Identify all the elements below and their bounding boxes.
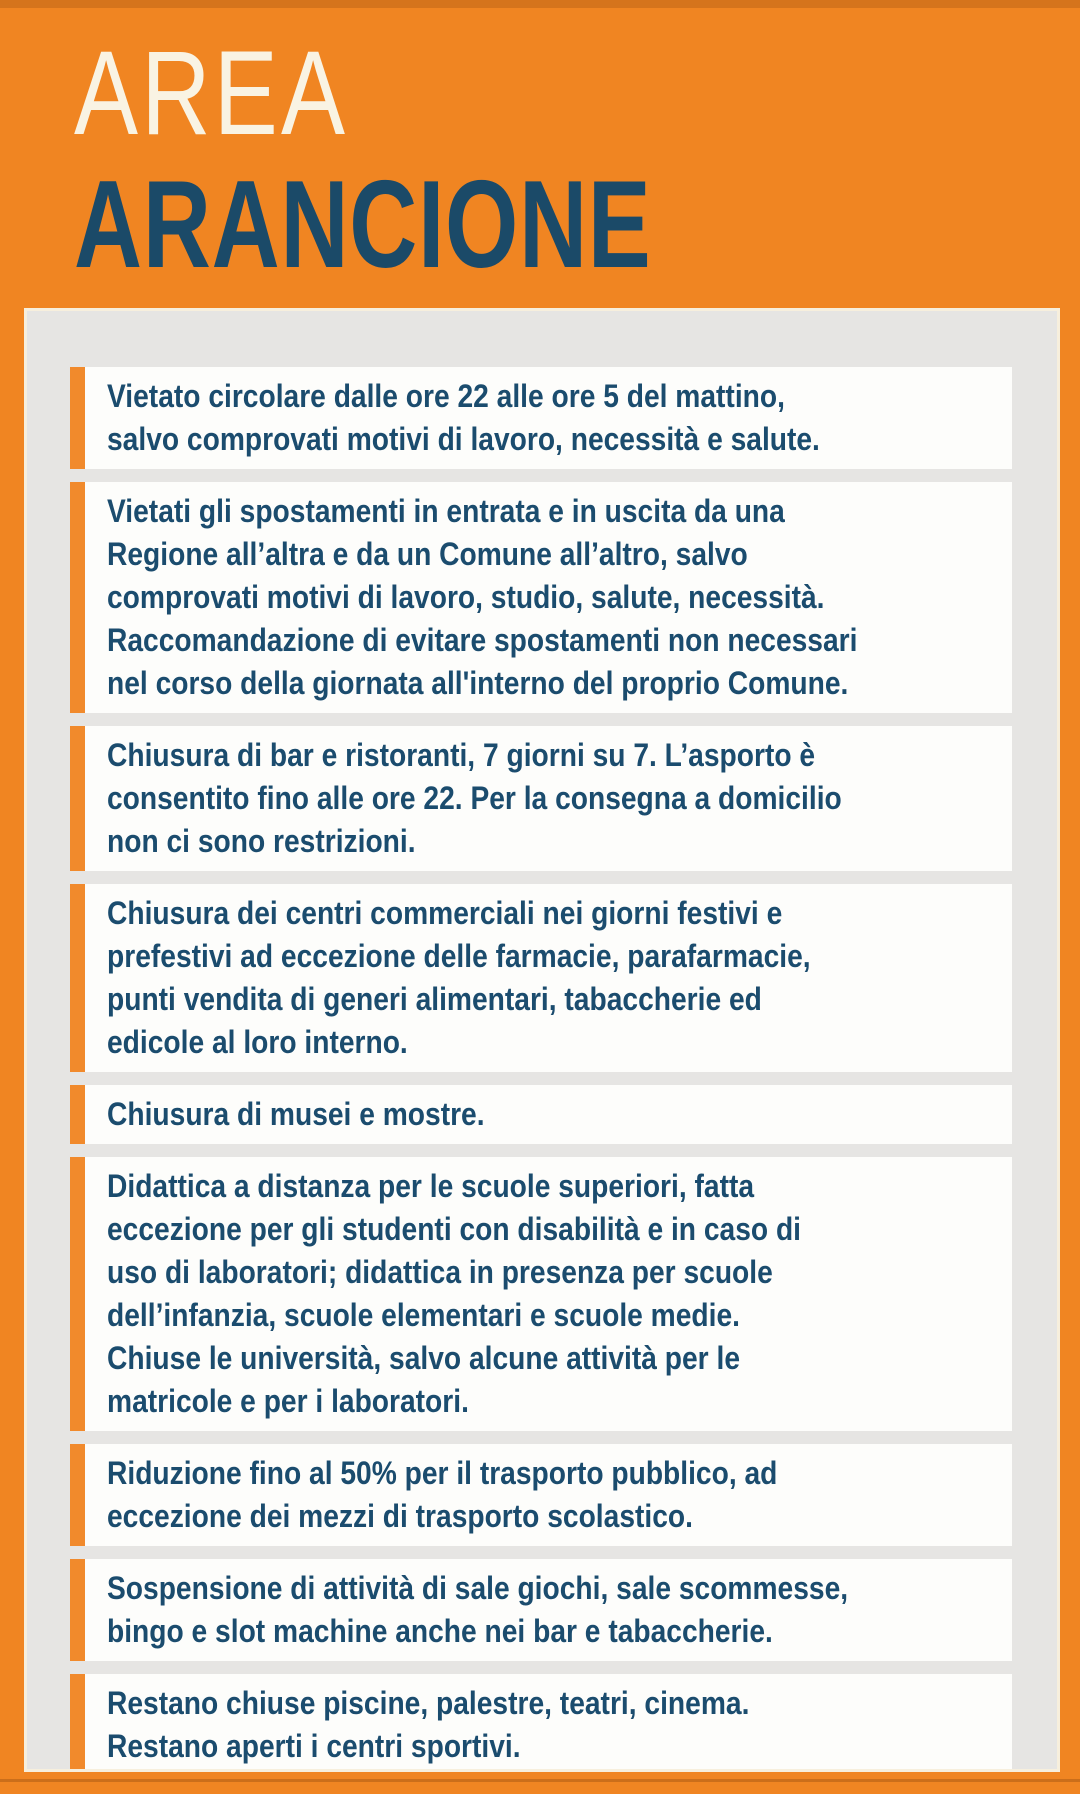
rule-card-body [85,1085,1012,1144]
rule-card-body [85,482,1012,713]
rule-card-body [85,1157,1012,1431]
rule-card-body [85,726,1012,871]
rule-card-sports [70,1674,1012,1772]
accent-bar [70,1444,85,1546]
rule-card-body [85,1559,1012,1661]
accent-bar [70,726,85,871]
accent-bar [70,1559,85,1661]
page-title-arancione: ARANCIONE [74,156,652,295]
accent-bar [70,884,85,1072]
rule-text: Chiusura dei centri commerciali nei giorni festivi e prefestivi ad eccezione delle farmacie, parafarmacie, punti vendita di generi alimentari, tabaccherie ed edicole al loro interno. [107,895,811,1060]
rule-card-bars-restaurants [70,726,1012,871]
rule-text: Restano chiuse piscine, palestre, teatri, cinema. Restano aperti i centri sportivi. [107,1685,750,1764]
rule-card-body [85,1674,1012,1772]
rule-card-shopping-centers [70,884,1012,1072]
header [74,26,834,295]
accent-bar [70,1674,85,1772]
rule-card-museums [70,1085,1012,1144]
rules-panel [24,308,1060,1772]
accent-bar [70,1157,85,1431]
page-title-area: AREA [74,26,349,160]
rule-text: Didattica a distanza per le scuole superiori, fatta eccezione per gli studenti con disabilità e in caso di uso di laboratori; didattica in presenza per scuole dell’infanzia, scuole elementari e scuole medie. Chiuse le università, salvo alcune attività per le matricole e per i laboratori. [107,1168,802,1419]
rule-text: Vietato circolare dalle ore 22 alle ore 5 del mattino, salvo comprovati motivi di lavoro, necessità e salute. [107,378,820,457]
rule-text: Chiusura di bar e ristoranti, 7 giorni su 7. L’asporto è consentito fino alle ore 22. Per la consegna a domicilio non ci sono restrizioni. [107,737,842,859]
rule-card-movement [70,482,1012,713]
rule-card-body [85,367,1012,469]
accent-bar [70,1085,85,1144]
rule-text: Vietati gli spostamenti in entrata e in uscita da una Regione all’altra e da un Comune all’altro, salvo comprovati motivi di lavoro, studio, salute, necessità. Raccomandazione di evitare spostamenti non necessari nel corso della giornata all'interno del proprio Comune. [107,493,858,701]
rule-card-curfew [70,367,1012,469]
rule-card-body [85,1444,1012,1546]
rule-text: Riduzione fino al 50% per il trasporto pubblico, ad eccezione dei mezzi di trasporto scolastico. [107,1455,778,1534]
rule-text: Sospensione di attività di sale giochi, sale scommesse, bingo e slot machine anche nei bar e tabaccherie. [107,1570,849,1649]
rule-card-transport [70,1444,1012,1546]
accent-bar [70,367,85,469]
rule-text: Chiusura di musei e mostre. [107,1096,485,1132]
top-edge-shade [0,0,1080,8]
rule-card-schools [70,1157,1012,1431]
rule-card-gaming [70,1559,1012,1661]
rule-card-body [85,884,1012,1072]
accent-bar [70,482,85,713]
bottom-edge-line [0,1779,1080,1782]
